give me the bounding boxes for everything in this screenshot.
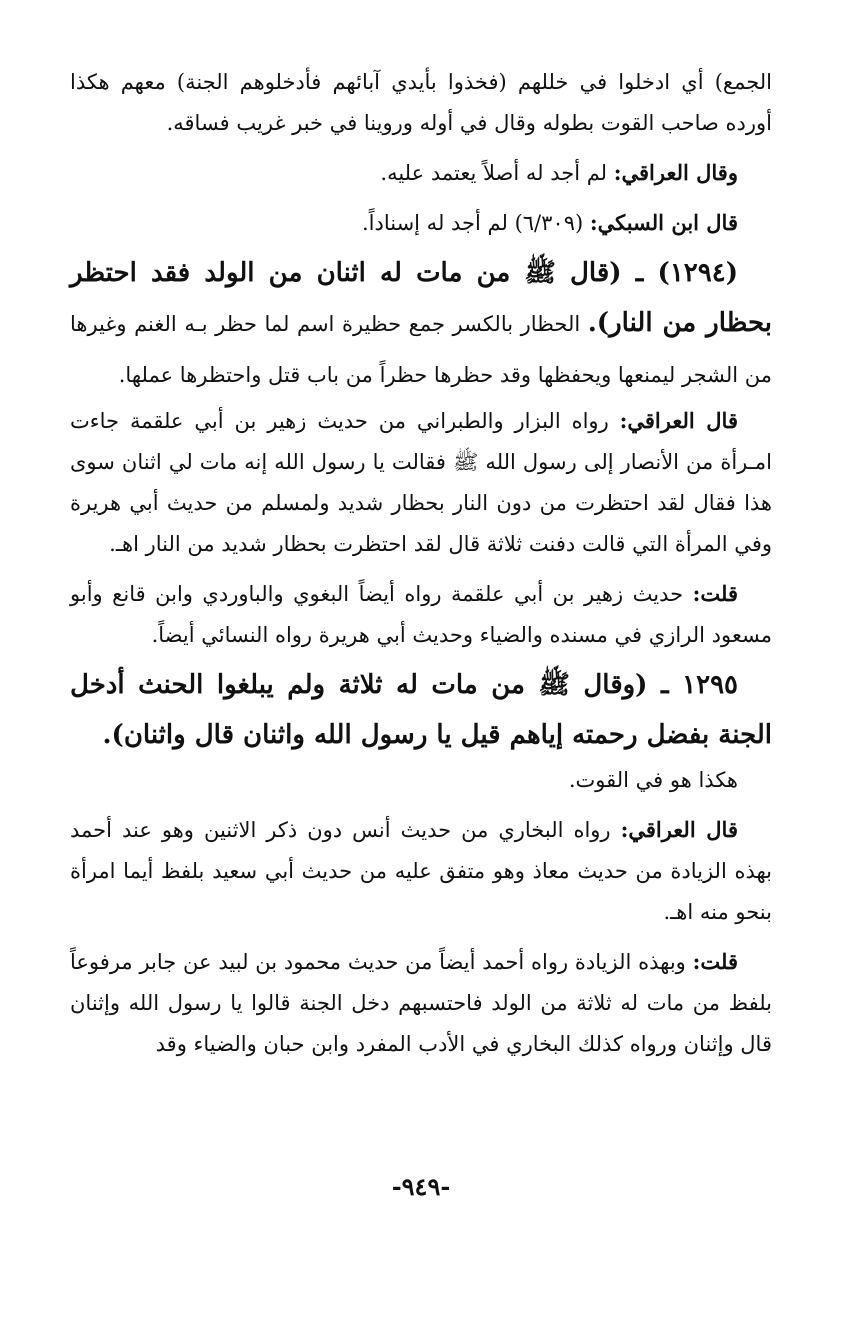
- paragraph-iraqi-comment: [70, 152, 772, 194]
- speaker-label: قال العراقي:: [620, 817, 738, 842]
- speaker-label: قلت:: [692, 581, 738, 606]
- paragraph-text: هكذا هو في القوت.: [568, 768, 738, 792]
- page-body: [70, 62, 772, 1065]
- paragraph-source-note: [70, 760, 772, 801]
- speaker-label: قال العراقي:: [619, 408, 738, 433]
- hadith-text: (وقال ﷺ من مات له ثلاثة ولم يبلغوا الحنث أدخل الجنة بفضل رحمته إياهم قيل يا رسول الله واثنان قال واثنان).: [70, 670, 772, 750]
- paragraph-text: (٦/٣٠٩) لم أجد له إسناداً.: [361, 211, 590, 235]
- paragraph-iraqi-comment: [70, 400, 772, 565]
- paragraph-text: رواه البزار والطبراني من حديث زهير بن أبي علقمة جاءت امـرأة من الأنصار إلى رسول الله ﷺ فقالت يا رسول الله إنه مات لي اثنان سوى هذا فقال لقد احتظرت من دون النار بحظار شديد ولمسلم من حديث أبي هريرة وفي المرأة التي قالت دفنت ثلاثة قال لقد احتظرت بحظار شديد من النار اهـ.: [70, 409, 772, 556]
- hadith-1294-heading: [70, 248, 772, 400]
- paragraph-text: الجمع) أي ادخلوا في خللهم (فخذوا بأيدي آبائهم فأدخلوهم الجنة) معهم هكذا أورده صاحب القوت بطوله وقال في أوله وروينا في خبر غريب فساقه.: [70, 70, 772, 135]
- paragraph-iraqi-comment: [70, 809, 772, 933]
- paragraph-author-note: [70, 941, 772, 1065]
- hadith-number: ١٢٩٥ ـ: [661, 670, 738, 700]
- hadith-text: (قال ﷺ من مات له اثنان من الولد فقد احتظر بحظار من النار).: [70, 258, 772, 338]
- paragraph-text: الحظار بالكسر جمع حظيرة اسم لما حظر بـه الغنم وغيرها من الشجر ليمنعها ويحفظها وقد حظرها حظراً من باب قتل واحتظرها عملها.: [70, 312, 772, 387]
- hadith-1295-heading: [70, 660, 772, 760]
- paragraph-author-note: [70, 573, 772, 656]
- paragraph-text: لم أجد له أصلاً يعتمد عليه.: [380, 161, 614, 185]
- hadith-number: (١٢٩٤) ـ: [635, 258, 738, 288]
- paragraph-text: رواه البخاري من حديث أنس دون ذكر الاثنين وهو عند أحمد بهذه الزيادة من حديث معاذ وهو متفق عليه من حديث أبي سعيد بلفظ أيما امرأة بنحو منه اهـ.: [70, 818, 772, 924]
- speaker-label: وقال العراقي:: [613, 160, 738, 185]
- page-number: -٩٤٩-: [391, 1172, 451, 1201]
- paragraph-text: وبهذه الزيادة رواه أحمد أيضاً من حديث محمود بن لبيد عن جابر مرفوعاً بلفظ من مات له ثلاثة من الولد فاحتسبهم دخل الجنة قالوا يا رسول الله وإثنان قال وإثنان ورواه كذلك البخاري في الأدب المفرد وابن حبان والضياء وقد: [70, 950, 772, 1056]
- paragraph-continuation: [70, 62, 772, 144]
- paragraph-subki-comment: [70, 202, 772, 244]
- speaker-label: قلت:: [692, 949, 738, 974]
- paragraph-text: حديث زهير بن أبي علقمة رواه أيضاً البغوي والباوردي وابن قانع وأبو مسعود الرازي في مسنده والضياء وحديث أبي هريرة رواه النسائي أيضاً.: [70, 582, 772, 647]
- speaker-label: قال ابن السبكي:: [589, 210, 738, 235]
